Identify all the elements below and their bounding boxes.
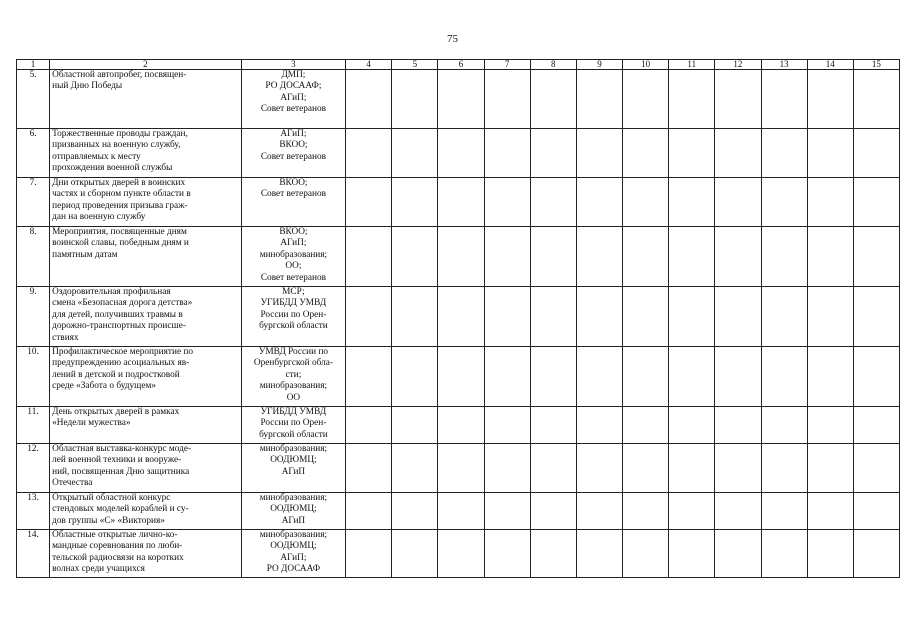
empty-cell <box>576 70 622 129</box>
empty-cell <box>761 129 807 178</box>
empty-cell <box>576 530 622 578</box>
column-header: 8 <box>530 60 576 70</box>
table-row <box>17 227 900 287</box>
empty-cell <box>807 70 853 129</box>
empty-cell <box>392 227 438 287</box>
empty-cell <box>438 287 484 347</box>
empty-cell <box>438 493 484 530</box>
row-number: 11. <box>17 407 50 444</box>
empty-cell <box>392 347 438 407</box>
empty-cell <box>761 493 807 530</box>
event-title: Областная выставка-конкурс моде- лей военной техники и вооруже- ний, посвященная Дню защитника Отечества <box>50 444 242 493</box>
empty-cell <box>346 227 392 287</box>
empty-cell <box>669 70 715 129</box>
empty-cell <box>438 407 484 444</box>
empty-cell <box>623 407 669 444</box>
empty-cell <box>807 129 853 178</box>
empty-cell <box>346 129 392 178</box>
empty-cell <box>530 70 576 129</box>
responsible-orgs: АГиП; ВКОО; Совет ветеранов <box>241 129 345 178</box>
table-row <box>17 178 900 227</box>
empty-cell <box>346 493 392 530</box>
empty-cell <box>715 444 761 493</box>
event-title: Областной автопробег, посвящен- ный Дню Победы <box>50 70 242 129</box>
empty-cell <box>853 407 899 444</box>
empty-cell <box>807 347 853 407</box>
event-title: Оздоровительная профильная смена «Безопасная дорога детства» для детей, получивших травмы в дорожно-транспортных происше- ствиях <box>50 287 242 347</box>
empty-cell <box>392 129 438 178</box>
column-header: 10 <box>623 60 669 70</box>
empty-cell <box>484 129 530 178</box>
empty-cell <box>484 178 530 227</box>
empty-cell <box>530 178 576 227</box>
page-number: 75 <box>447 33 458 45</box>
empty-cell <box>576 407 622 444</box>
column-header: 13 <box>761 60 807 70</box>
empty-cell <box>576 347 622 407</box>
empty-cell <box>623 444 669 493</box>
event-title: Областные открытые лично-ко- мандные соревнования по люби- тельской радиосвязи на коротких волнах среди учащихся <box>50 530 242 578</box>
events-table <box>16 59 900 578</box>
empty-cell <box>530 347 576 407</box>
empty-cell <box>623 287 669 347</box>
empty-cell <box>392 530 438 578</box>
empty-cell <box>392 493 438 530</box>
responsible-orgs: ВКОО; Совет ветеранов <box>241 178 345 227</box>
responsible-orgs: минобразования; ООДЮМЦ; АГиП; РО ДОСААФ <box>241 530 345 578</box>
empty-cell <box>715 530 761 578</box>
empty-cell <box>853 530 899 578</box>
empty-cell <box>715 178 761 227</box>
empty-cell <box>853 444 899 493</box>
empty-cell <box>530 530 576 578</box>
empty-cell <box>484 347 530 407</box>
empty-cell <box>392 407 438 444</box>
responsible-orgs: УМВД России по Оренбургской обла- сти; минобразования; ОО <box>241 347 345 407</box>
empty-cell <box>346 178 392 227</box>
empty-cell <box>853 70 899 129</box>
empty-cell <box>669 347 715 407</box>
empty-cell <box>623 70 669 129</box>
responsible-orgs: ВКОО; АГиП; минобразования; ОО; Совет ветеранов <box>241 227 345 287</box>
empty-cell <box>761 287 807 347</box>
empty-cell <box>715 129 761 178</box>
table-row <box>17 70 900 129</box>
empty-cell <box>484 227 530 287</box>
empty-cell <box>438 530 484 578</box>
empty-cell <box>807 407 853 444</box>
column-header: 1 <box>17 60 50 70</box>
table-row <box>17 530 900 578</box>
empty-cell <box>484 493 530 530</box>
empty-cell <box>669 178 715 227</box>
empty-cell <box>853 347 899 407</box>
empty-cell <box>484 287 530 347</box>
empty-cell <box>392 287 438 347</box>
row-number: 13. <box>17 493 50 530</box>
empty-cell <box>715 347 761 407</box>
empty-cell <box>623 347 669 407</box>
empty-cell <box>530 444 576 493</box>
row-number: 7. <box>17 178 50 227</box>
empty-cell <box>438 129 484 178</box>
responsible-orgs: ДМП; РО ДОСААФ; АГиП; Совет ветеранов <box>241 70 345 129</box>
empty-cell <box>623 227 669 287</box>
table-row <box>17 407 900 444</box>
empty-cell <box>530 227 576 287</box>
column-header: 14 <box>807 60 853 70</box>
empty-cell <box>346 70 392 129</box>
empty-cell <box>346 287 392 347</box>
row-number: 5. <box>17 70 50 129</box>
empty-cell <box>392 444 438 493</box>
empty-cell <box>807 530 853 578</box>
empty-cell <box>576 227 622 287</box>
table-body <box>17 70 900 578</box>
empty-cell <box>761 347 807 407</box>
empty-cell <box>392 178 438 227</box>
empty-cell <box>669 227 715 287</box>
responsible-orgs: минобразования; ООДЮМЦ; АГиП <box>241 444 345 493</box>
empty-cell <box>669 407 715 444</box>
empty-cell <box>853 287 899 347</box>
column-header: 6 <box>438 60 484 70</box>
empty-cell <box>853 493 899 530</box>
empty-cell <box>530 287 576 347</box>
empty-cell <box>438 178 484 227</box>
empty-cell <box>761 407 807 444</box>
empty-cell <box>438 70 484 129</box>
empty-cell <box>669 444 715 493</box>
empty-cell <box>346 444 392 493</box>
row-number: 12. <box>17 444 50 493</box>
empty-cell <box>438 444 484 493</box>
row-number: 6. <box>17 129 50 178</box>
event-title: Торжественные проводы граждан, призванных на военную службу, отправляемых к месту прохождения военной службы <box>50 129 242 178</box>
column-header: 15 <box>853 60 899 70</box>
empty-cell <box>761 70 807 129</box>
empty-cell <box>438 347 484 407</box>
responsible-orgs: УГИБДД УМВД России по Орен- бургской области <box>241 407 345 444</box>
empty-cell <box>576 444 622 493</box>
row-number: 14. <box>17 530 50 578</box>
empty-cell <box>484 407 530 444</box>
responsible-orgs: МСР; УГИБДД УМВД России по Орен- бургской области <box>241 287 345 347</box>
responsible-orgs: минобразования; ООДЮМЦ; АГиП <box>241 493 345 530</box>
empty-cell <box>576 493 622 530</box>
empty-cell <box>346 530 392 578</box>
empty-cell <box>623 178 669 227</box>
empty-cell <box>623 530 669 578</box>
empty-cell <box>761 530 807 578</box>
empty-cell <box>853 227 899 287</box>
event-title: Открытый областной конкурс стендовых моделей кораблей и су- дов группы «С» «Виктория» <box>50 493 242 530</box>
empty-cell <box>715 493 761 530</box>
empty-cell <box>484 70 530 129</box>
column-header: 3 <box>241 60 345 70</box>
column-header: 4 <box>346 60 392 70</box>
empty-cell <box>669 493 715 530</box>
event-title: Профилактическое мероприятие по предупреждению асоциальных яв- лений в детской и подростковой среде «Забота о будущем» <box>50 347 242 407</box>
empty-cell <box>623 129 669 178</box>
column-header: 7 <box>484 60 530 70</box>
empty-cell <box>669 129 715 178</box>
empty-cell <box>669 287 715 347</box>
empty-cell <box>807 287 853 347</box>
row-number: 10. <box>17 347 50 407</box>
empty-cell <box>715 407 761 444</box>
header-row <box>17 60 900 70</box>
empty-cell <box>715 287 761 347</box>
empty-cell <box>761 178 807 227</box>
empty-cell <box>715 70 761 129</box>
column-header: 2 <box>50 60 242 70</box>
empty-cell <box>715 227 761 287</box>
empty-cell <box>346 407 392 444</box>
empty-cell <box>530 129 576 178</box>
table-row <box>17 444 900 493</box>
row-number: 9. <box>17 287 50 347</box>
empty-cell <box>807 444 853 493</box>
empty-cell <box>853 129 899 178</box>
row-number: 8. <box>17 227 50 287</box>
empty-cell <box>576 129 622 178</box>
column-header: 12 <box>715 60 761 70</box>
empty-cell <box>807 178 853 227</box>
empty-cell <box>392 70 438 129</box>
empty-cell <box>623 493 669 530</box>
empty-cell <box>807 227 853 287</box>
empty-cell <box>669 530 715 578</box>
empty-cell <box>484 444 530 493</box>
empty-cell <box>530 407 576 444</box>
table-row <box>17 347 900 407</box>
empty-cell <box>761 227 807 287</box>
table-row <box>17 129 900 178</box>
event-title: Мероприятия, посвященные дням воинской славы, победным дням и памятным датам <box>50 227 242 287</box>
empty-cell <box>484 530 530 578</box>
empty-cell <box>807 493 853 530</box>
column-header: 5 <box>392 60 438 70</box>
empty-cell <box>576 178 622 227</box>
column-header: 9 <box>576 60 622 70</box>
empty-cell <box>346 347 392 407</box>
empty-cell <box>761 444 807 493</box>
table-row <box>17 493 900 530</box>
empty-cell <box>576 287 622 347</box>
column-header: 11 <box>669 60 715 70</box>
table-row <box>17 287 900 347</box>
event-title: Дни открытых дверей в воинских частях и сборном пункте области в период проведения призыва граж- дан на военную службу <box>50 178 242 227</box>
empty-cell <box>530 493 576 530</box>
empty-cell <box>853 178 899 227</box>
empty-cell <box>438 227 484 287</box>
event-title: День открытых дверей в рамках «Недели мужества» <box>50 407 242 444</box>
